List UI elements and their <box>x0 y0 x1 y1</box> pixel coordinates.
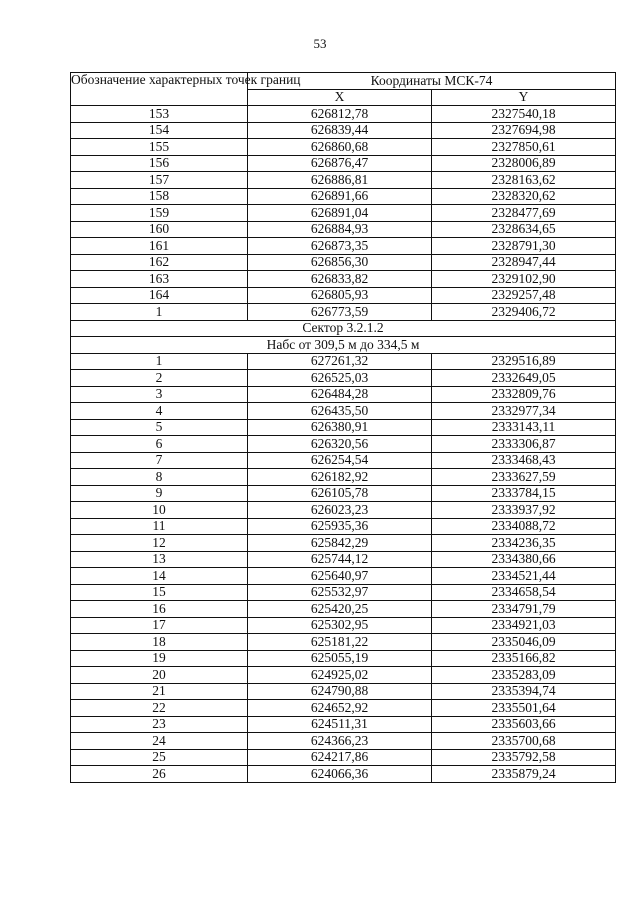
y-coordinate-cell: 2335283,09 <box>432 667 616 684</box>
x-coordinate-cell: 624366,23 <box>248 733 432 750</box>
x-coordinate-cell: 625640,97 <box>248 568 432 585</box>
table-row <box>71 568 616 585</box>
y-coordinate-cell: 2329257,48 <box>432 287 616 304</box>
x-coordinate-cell: 626839,44 <box>248 122 432 139</box>
point-cell: 3 <box>71 386 248 403</box>
table-row <box>71 535 616 552</box>
y-coordinate-cell: 2329406,72 <box>432 304 616 321</box>
y-coordinate-cell: 2328634,65 <box>432 221 616 238</box>
x-coordinate-cell: 625842,29 <box>248 535 432 552</box>
y-coordinate-cell: 2332649,05 <box>432 370 616 387</box>
table-row <box>71 188 616 205</box>
y-coordinate-cell: 2333937,92 <box>432 502 616 519</box>
x-coordinate-cell: 626380,91 <box>248 419 432 436</box>
x-coordinate-cell: 625181,22 <box>248 634 432 651</box>
point-cell: 155 <box>71 139 248 156</box>
x-coordinate-cell: 626182,92 <box>248 469 432 486</box>
coordinates-header: Координаты МСК-74 <box>248 73 616 90</box>
y-coordinate-cell: 2333468,43 <box>432 452 616 469</box>
point-cell: 4 <box>71 403 248 420</box>
point-cell: 162 <box>71 254 248 271</box>
table-row <box>71 419 616 436</box>
table-row <box>71 155 616 172</box>
point-cell: 26 <box>71 766 248 783</box>
point-cell: 24 <box>71 733 248 750</box>
point-cell: 6 <box>71 436 248 453</box>
x-coordinate-cell: 626856,30 <box>248 254 432 271</box>
x-coordinate-cell: 626884,93 <box>248 221 432 238</box>
point-cell: 21 <box>71 683 248 700</box>
point-cell: 154 <box>71 122 248 139</box>
x-coordinate-cell: 624511,31 <box>248 716 432 733</box>
point-cell: 1 <box>71 353 248 370</box>
point-cell: 161 <box>71 238 248 255</box>
y-coordinate-cell: 2335394,74 <box>432 683 616 700</box>
y-coordinate-cell: 2328477,69 <box>432 205 616 222</box>
table-row <box>71 221 616 238</box>
y-coordinate-cell: 2333306,87 <box>432 436 616 453</box>
y-coordinate-cell: 2328791,30 <box>432 238 616 255</box>
table-row <box>71 749 616 766</box>
table-row <box>71 733 616 750</box>
table-row <box>71 683 616 700</box>
table-row <box>71 700 616 717</box>
x-coordinate-cell: 624066,36 <box>248 766 432 783</box>
table-row <box>71 386 616 403</box>
point-cell: 163 <box>71 271 248 288</box>
section-subtitle-row <box>71 337 616 354</box>
y-coordinate-cell: 2335700,68 <box>432 733 616 750</box>
y-coordinate-cell: 2333784,15 <box>432 485 616 502</box>
point-cell: 9 <box>71 485 248 502</box>
section-title: Сектор 3.2.1.2 <box>71 320 616 337</box>
y-column-header: Y <box>432 89 616 106</box>
table-row <box>71 254 616 271</box>
point-column-header: Обозначение характерных точек границ <box>71 73 248 106</box>
point-cell: 1 <box>71 304 248 321</box>
x-coordinate-cell: 626805,93 <box>248 287 432 304</box>
point-cell: 18 <box>71 634 248 651</box>
table-header <box>71 73 616 106</box>
y-coordinate-cell: 2328320,62 <box>432 188 616 205</box>
point-cell: 2 <box>71 370 248 387</box>
x-coordinate-cell: 625532,97 <box>248 584 432 601</box>
x-coordinate-cell: 626484,28 <box>248 386 432 403</box>
y-coordinate-cell: 2328006,89 <box>432 155 616 172</box>
y-coordinate-cell: 2334791,79 <box>432 601 616 618</box>
x-coordinate-cell: 626812,78 <box>248 106 432 123</box>
table-row <box>71 205 616 222</box>
x-coordinate-cell: 626525,03 <box>248 370 432 387</box>
table-row <box>71 304 616 321</box>
table-row <box>71 716 616 733</box>
table-row <box>71 452 616 469</box>
x-coordinate-cell: 626873,35 <box>248 238 432 255</box>
table-row <box>71 353 616 370</box>
table-row <box>71 436 616 453</box>
table-row <box>71 238 616 255</box>
x-coordinate-cell: 625744,12 <box>248 551 432 568</box>
section-title-row <box>71 320 616 337</box>
table-row <box>71 584 616 601</box>
y-coordinate-cell: 2335166,82 <box>432 650 616 667</box>
y-coordinate-cell: 2334921,03 <box>432 617 616 634</box>
y-coordinate-cell: 2328947,44 <box>432 254 616 271</box>
y-coordinate-cell: 2329102,90 <box>432 271 616 288</box>
y-coordinate-cell: 2333627,59 <box>432 469 616 486</box>
x-coordinate-cell: 625420,25 <box>248 601 432 618</box>
y-coordinate-cell: 2335501,64 <box>432 700 616 717</box>
point-cell: 22 <box>71 700 248 717</box>
y-coordinate-cell: 2328163,62 <box>432 172 616 189</box>
point-cell: 153 <box>71 106 248 123</box>
coordinates-table <box>70 72 616 783</box>
point-cell: 157 <box>71 172 248 189</box>
table-body <box>71 106 616 783</box>
point-cell: 8 <box>71 469 248 486</box>
point-cell: 11 <box>71 518 248 535</box>
x-coordinate-cell: 625302,95 <box>248 617 432 634</box>
y-coordinate-cell: 2332977,34 <box>432 403 616 420</box>
point-cell: 19 <box>71 650 248 667</box>
x-coordinate-cell: 626833,82 <box>248 271 432 288</box>
y-coordinate-cell: 2329516,89 <box>432 353 616 370</box>
table-row <box>71 139 616 156</box>
table-row <box>71 650 616 667</box>
point-cell: 156 <box>71 155 248 172</box>
y-coordinate-cell: 2334521,44 <box>432 568 616 585</box>
x-coordinate-cell: 626105,78 <box>248 485 432 502</box>
table-row <box>71 172 616 189</box>
x-coordinate-cell: 624217,86 <box>248 749 432 766</box>
table-row <box>71 634 616 651</box>
point-cell: 10 <box>71 502 248 519</box>
point-cell: 23 <box>71 716 248 733</box>
y-coordinate-cell: 2333143,11 <box>432 419 616 436</box>
point-cell: 25 <box>71 749 248 766</box>
page-number: 53 <box>313 36 327 51</box>
table-row <box>71 122 616 139</box>
x-coordinate-cell: 625055,19 <box>248 650 432 667</box>
point-cell: 14 <box>71 568 248 585</box>
x-coordinate-cell: 624652,92 <box>248 700 432 717</box>
point-cell: 16 <box>71 601 248 618</box>
x-coordinate-cell: 626886,81 <box>248 172 432 189</box>
y-coordinate-cell: 2332809,76 <box>432 386 616 403</box>
point-cell: 12 <box>71 535 248 552</box>
x-coordinate-cell: 626023,23 <box>248 502 432 519</box>
y-coordinate-cell: 2335046,09 <box>432 634 616 651</box>
x-column-header: X <box>248 89 432 106</box>
x-coordinate-cell: 626254,54 <box>248 452 432 469</box>
table-row <box>71 766 616 783</box>
y-coordinate-cell: 2334088,72 <box>432 518 616 535</box>
point-cell: 13 <box>71 551 248 568</box>
point-cell: 5 <box>71 419 248 436</box>
y-coordinate-cell: 2335603,66 <box>432 716 616 733</box>
point-cell: 15 <box>71 584 248 601</box>
y-coordinate-cell: 2334380,66 <box>432 551 616 568</box>
x-coordinate-cell: 626876,47 <box>248 155 432 172</box>
y-coordinate-cell: 2334658,54 <box>432 584 616 601</box>
x-coordinate-cell: 626773,59 <box>248 304 432 321</box>
table-row <box>71 518 616 535</box>
x-coordinate-cell: 624925,02 <box>248 667 432 684</box>
point-cell: 17 <box>71 617 248 634</box>
section-subtitle: Набс от 309,5 м до 334,5 м <box>71 337 616 354</box>
x-coordinate-cell: 626860,68 <box>248 139 432 156</box>
table-row <box>71 287 616 304</box>
table-row <box>71 271 616 288</box>
point-cell: 158 <box>71 188 248 205</box>
y-coordinate-cell: 2334236,35 <box>432 535 616 552</box>
x-coordinate-cell: 627261,32 <box>248 353 432 370</box>
y-coordinate-cell: 2335879,24 <box>432 766 616 783</box>
table-row <box>71 601 616 618</box>
table-row <box>71 502 616 519</box>
x-coordinate-cell: 625935,36 <box>248 518 432 535</box>
table-row <box>71 617 616 634</box>
table-row <box>71 485 616 502</box>
table-row <box>71 551 616 568</box>
point-cell: 7 <box>71 452 248 469</box>
x-coordinate-cell: 626320,56 <box>248 436 432 453</box>
x-coordinate-cell: 626891,66 <box>248 188 432 205</box>
table-row <box>71 667 616 684</box>
table-row <box>71 403 616 420</box>
point-cell: 159 <box>71 205 248 222</box>
x-coordinate-cell: 626891,04 <box>248 205 432 222</box>
point-cell: 20 <box>71 667 248 684</box>
y-coordinate-cell: 2327850,61 <box>432 139 616 156</box>
y-coordinate-cell: 2327694,98 <box>432 122 616 139</box>
y-coordinate-cell: 2327540,18 <box>432 106 616 123</box>
table-row <box>71 469 616 486</box>
table-row <box>71 106 616 123</box>
x-coordinate-cell: 624790,88 <box>248 683 432 700</box>
y-coordinate-cell: 2335792,58 <box>432 749 616 766</box>
table-row <box>71 370 616 387</box>
point-cell: 164 <box>71 287 248 304</box>
point-cell: 160 <box>71 221 248 238</box>
x-coordinate-cell: 626435,50 <box>248 403 432 420</box>
